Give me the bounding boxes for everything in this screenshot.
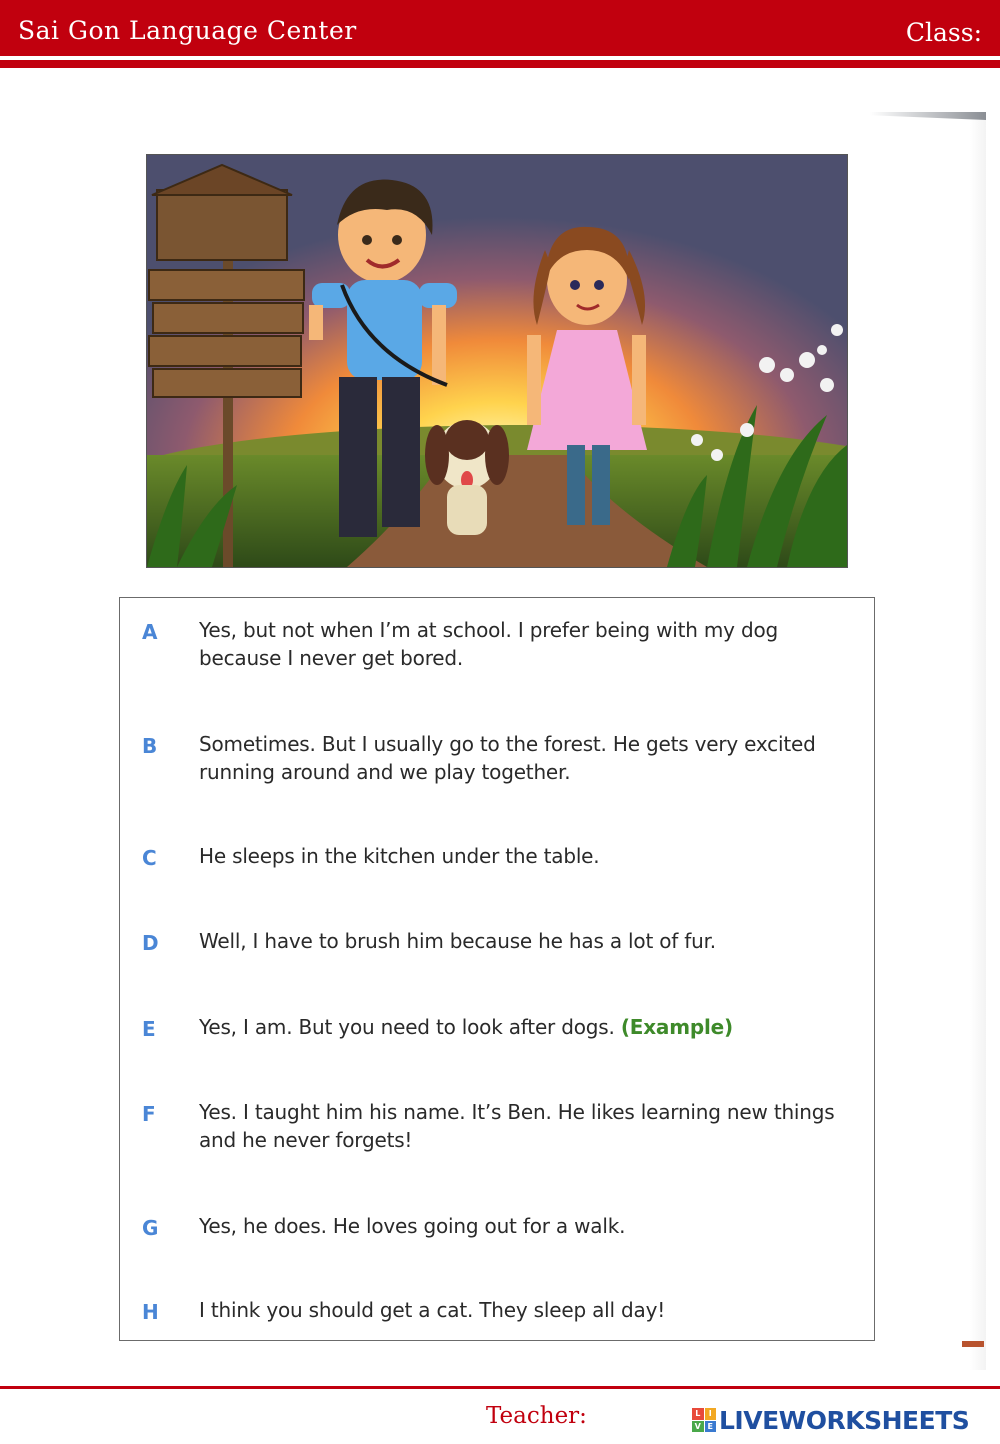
header-divider (0, 60, 1000, 68)
example-note: (Example) (620, 1015, 733, 1039)
option-text: I think you should get a cat. They sleep all day! (199, 1298, 666, 1322)
scan-side-shade (970, 120, 986, 1370)
option-text-body: Yes, I am. But you need to look after dogs. (199, 1015, 615, 1039)
class-label: Class: (905, 18, 982, 47)
option-letter: D (142, 931, 159, 955)
option-letter: B (142, 734, 158, 758)
option-text: Well, I have to brush him because he has a lot of fur. (199, 929, 716, 953)
option-text: Yes. I taught him his name. It’s Ben. He likes learning new things and he never forgets! (199, 1100, 835, 1152)
option-text: Yes, but not when I’m at school. I prefer being with my dog because I never get bored. (199, 618, 778, 670)
scan-corner-mark (962, 1341, 984, 1347)
option-letter: F (142, 1102, 156, 1126)
teacher-label: Teacher: (486, 1403, 587, 1429)
logo-icon-letter: L (692, 1408, 704, 1420)
option-text: Sometimes. But I usually go to the forest. He gets very excited running around and we play together. (199, 732, 816, 784)
option-text: Yes, he does. He loves going out for a walk. (199, 1214, 626, 1238)
logo-icon-letter: I (705, 1408, 717, 1420)
option-text (199, 1013, 864, 1041)
liveworksheets-logo[interactable] (692, 1404, 969, 1436)
option-letter: A (142, 620, 158, 644)
logo-text: LIVEWORKSHEETS (719, 1405, 970, 1435)
footer-divider (0, 1386, 1000, 1389)
option-letter: C (142, 846, 157, 870)
children-walking-dog-illustration (146, 154, 848, 568)
option-text: He sleeps in the kitchen under the table. (199, 844, 600, 868)
liveworksheets-icon (692, 1408, 716, 1432)
option-letter: H (142, 1300, 159, 1324)
school-name: Sai Gon Language Center (18, 16, 357, 45)
option-letter: G (142, 1216, 159, 1240)
logo-icon-letter: V (692, 1421, 704, 1433)
logo-icon-letter: E (705, 1421, 717, 1433)
answer-options-box (119, 597, 875, 1341)
option-letter: E (142, 1017, 156, 1041)
